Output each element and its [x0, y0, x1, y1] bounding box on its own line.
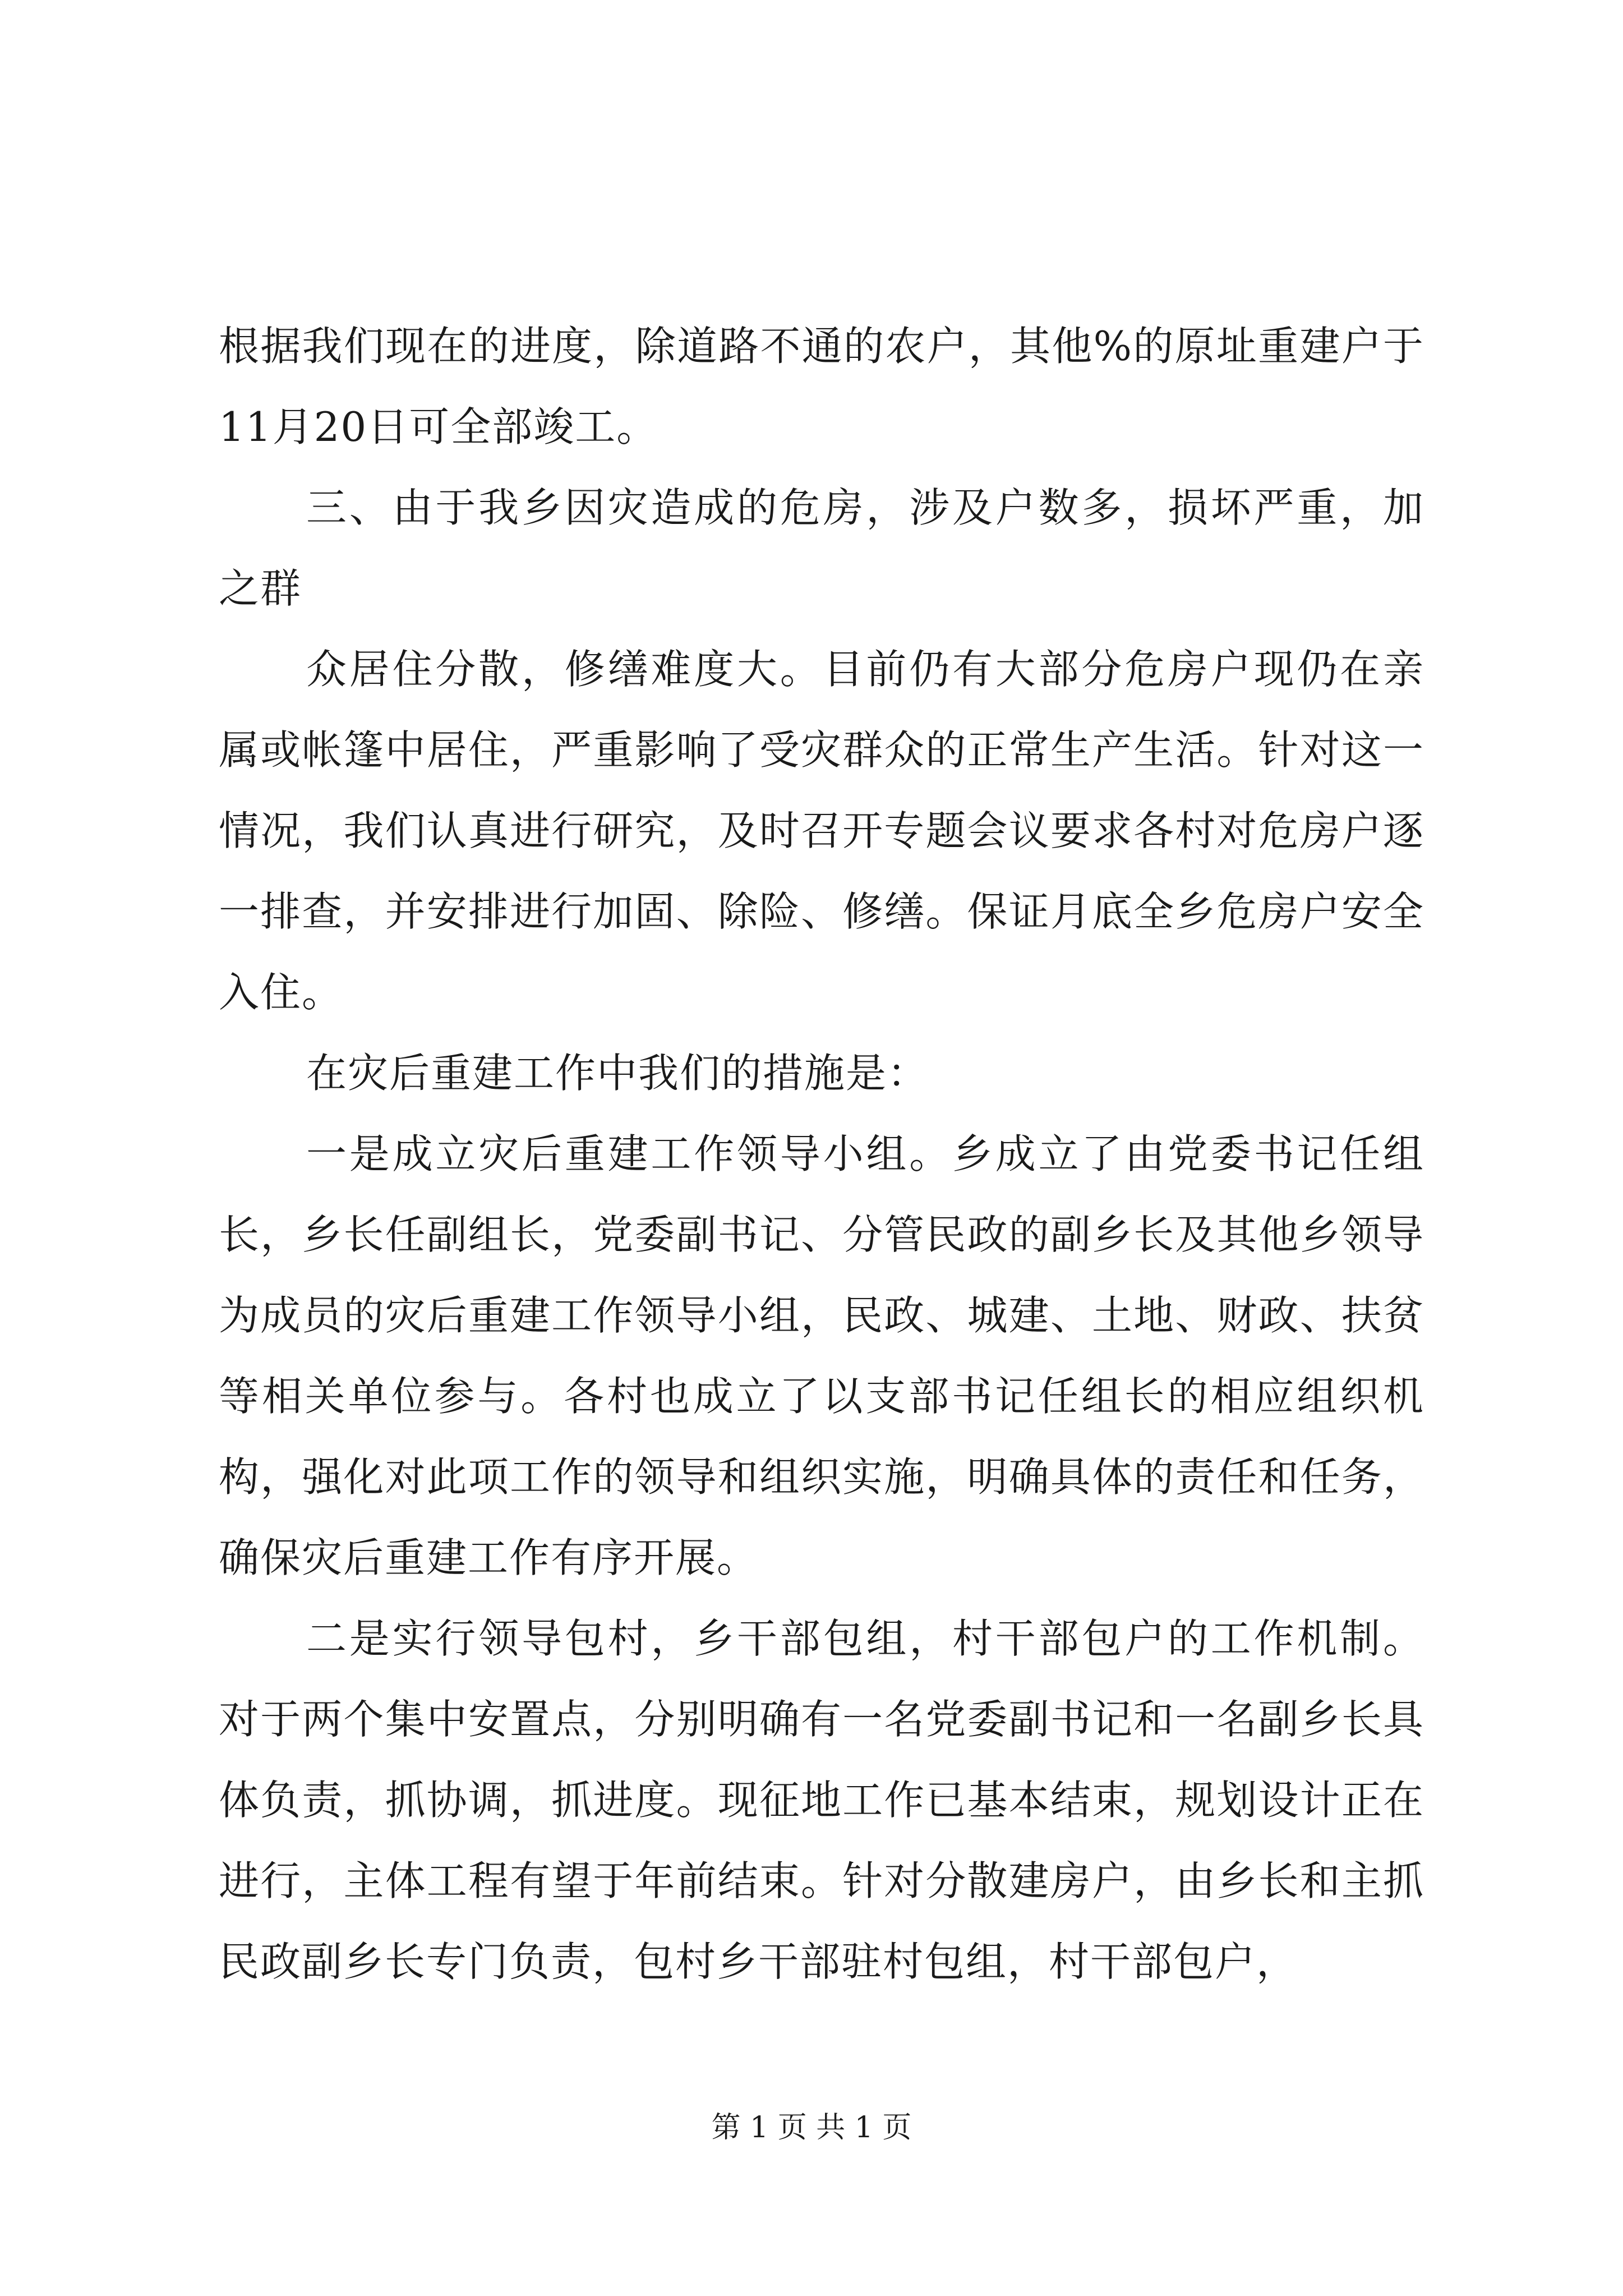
paragraph-6: 二是实行领导包村，乡干部包组，村干部包户的工作机制。对于两个集中安置点，分别明确有一名党委副书记和一名副乡长具体负责，抓协调，抓进度。现征地工作已基本结束，规划设计正在进行，主体工程有望于年前结束。针对分散建房户，由乡长和主抓民政副乡长专门负责，包村乡干部驻村包组，村干部包户， — [219, 1615, 1424, 1985]
document-body — [219, 306, 1424, 2002]
page-footer: 第 1 页 共 1 页 — [711, 2111, 912, 2145]
paragraph-2: 三、由于我乡因灾造成的危房，涉及户数多，损坏严重，加之群 — [219, 484, 1424, 612]
paragraph-5: 一是成立灾后重建工作领导小组。乡成立了由党委书记任组长，乡长任副组长，党委副书记、分管民政的副乡长及其他乡领导为成员的灾后重建工作领导小组，民政、城建、土地、财政、扶贫等相关单位参与。各村也成立了以支部书记任组长的相应组织机构，强化对此项工作的领导和组织实施，明确具体的责任和任务，确保灾后重建工作有序开展。 — [219, 1130, 1424, 1581]
paragraph-1: 根据我们现在的进度，除道路不通的农户，其他%的原址重建户于11月20日可全部竣工。 — [219, 323, 1424, 450]
paragraph-4: 在灾后重建工作中我们的措施是： — [306, 1050, 929, 1097]
paragraph-3: 众居住分散，修缮难度大。目前仍有大部分危房户现仍在亲属或帐篷中居住，严重影响了受灾群众的正常生产生活。针对这一情况，我们认真进行研究，及时召开专题会议要求各村对危房户逐一排查，并安排进行加固、除险、修缮。保证月底全乡危房户安全入住。 — [219, 646, 1424, 1016]
